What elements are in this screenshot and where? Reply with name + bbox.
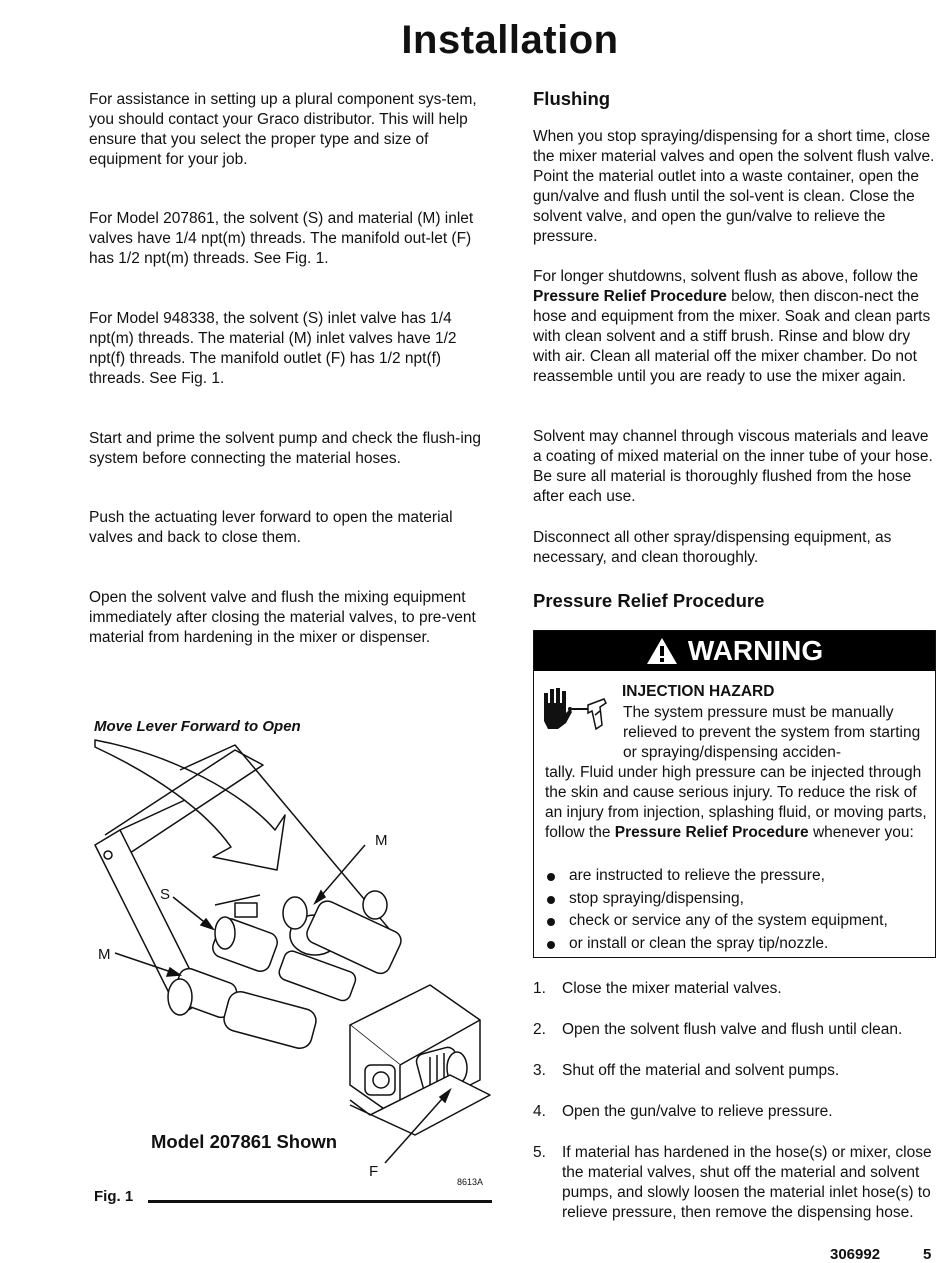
warning-box — [533, 630, 936, 958]
model-948338-paragraph: For Model 948338, the solvent (S) inlet valve has 1/4 npt(m) threads. The material (M) inlet valves have 1/2 npt(f) threads. The manifold outlet (F) has 1/2 npt(f) threads. See Fig. 1. — [89, 310, 457, 387]
model-label: Model 207861 Shown — [151, 1131, 338, 1152]
intro-paragraph: For assistance in setting up a plural component sys-tem, you should contact your Graco distributor. This will help ensure that you select the proper type and size of equipment for your job. — [89, 91, 477, 168]
list-item: 1. Close the mixer material valves. — [533, 980, 782, 997]
pressure-relief-heading: Pressure Relief Procedure — [533, 590, 765, 611]
warning-bullet-list — [545, 865, 929, 955]
figure-label: Fig. 1 — [94, 1188, 134, 1205]
flushing-paragraph-1: When you stop spraying/dispensing for a short time, close the mixer material valves and open the solvent flush valve. Point the material outlet into a waste container, open the gun/valve and flush until the sol-vent is clean. Close the solvent valve, and open the gun/valve to relieve the pressure. — [533, 128, 935, 245]
figure-rule — [148, 1200, 492, 1203]
model-207861-paragraph: For Model 207861, the solvent (S) and material (M) inlet valves have 1/4 npt(m) threads. The manifold out-let (F) has 1/2 npt(m) threads. See Fig. 1. — [89, 210, 474, 267]
warning-triangle-icon — [646, 637, 678, 665]
page-title: Installation — [401, 18, 619, 62]
list-item: are instructed to relieve the pressure, — [545, 865, 929, 888]
list-item: check or service any of the system equipment, — [545, 910, 929, 933]
warning-header — [534, 631, 935, 671]
page-number: 5 — [923, 1246, 932, 1263]
document-number: 306992 — [830, 1246, 881, 1263]
callout-m-left: M — [98, 946, 111, 963]
callout-f: F — [369, 1163, 379, 1180]
prime-pump-paragraph: Start and prime the solvent pump and check the flush-ing system before connecting the material hoses. — [89, 430, 482, 467]
solvent-flush-paragraph: Open the solvent valve and flush the mixing equipment immediately after closing the material valves, to pre-vent material from hardening in the mixer or dispenser. — [89, 589, 476, 646]
lever-paragraph: Push the actuating lever forward to open the material valves and back to close them. — [89, 509, 453, 546]
mixer-manifold-illustration — [85, 735, 505, 1175]
warning-text: The system pressure must be manually relieved to prevent the system from starting or spraying/dispensing acciden- tally. Fluid under high pressure can be injected through the skin and cause serious injury. To reduce the risk of an injury from injection, splashing fluid, or moving parts, follow the Pressure Relief Procedure whenever you: — [545, 704, 927, 841]
list-item: 5. If material has hardened in the hose(s) or mixer, close the material valves, shut off the material and solvent pumps, and slowly loosen the material inlet hose(s) to relieve pressure, then remove the dispensing hose. — [533, 1144, 932, 1221]
callout-m-top: M — [375, 832, 388, 849]
figure-caption: Move Lever Forward to Open — [94, 718, 301, 735]
list-item: 4. Open the gun/valve to relieve pressure. — [533, 1103, 833, 1120]
list-item: 3. Shut off the material and solvent pumps. — [533, 1062, 840, 1079]
flushing-paragraph-4: Disconnect all other spray/dispensing equipment, as necessary, and clean thoroughly. — [533, 529, 892, 566]
flushing-paragraph-2: For longer shutdowns, solvent flush as above, follow the Pressure Relief Procedure below, then discon-nect the hose and equipment from the mixer. Soak and clean parts with clean solvent and a stiff brush. Rinse and blow dry with air. Clean all material off the mixer chamber. Do not reassemble until you are ready to use the mixer again. — [533, 268, 931, 385]
pressure-relief-steps — [533, 979, 938, 1244]
list-item: 2. Open the solvent flush valve and flush until clean. — [533, 1021, 903, 1038]
flushing-heading: Flushing — [533, 88, 611, 109]
list-item: or install or clean the spray tip/nozzle. — [545, 933, 929, 956]
callout-s: S — [160, 886, 171, 903]
flushing-paragraph-3: Solvent may channel through viscous materials and leave a coating of mixed material on the inner tube of your hose. Be sure all material is thoroughly flushed from the hose after each use. — [533, 428, 933, 505]
list-item: stop spraying/dispensing, — [545, 888, 929, 911]
warning-label: WARNING — [687, 635, 824, 666]
figure-code: 8613A — [457, 1177, 484, 1187]
hazard-title: INJECTION HAZARD — [622, 683, 775, 700]
